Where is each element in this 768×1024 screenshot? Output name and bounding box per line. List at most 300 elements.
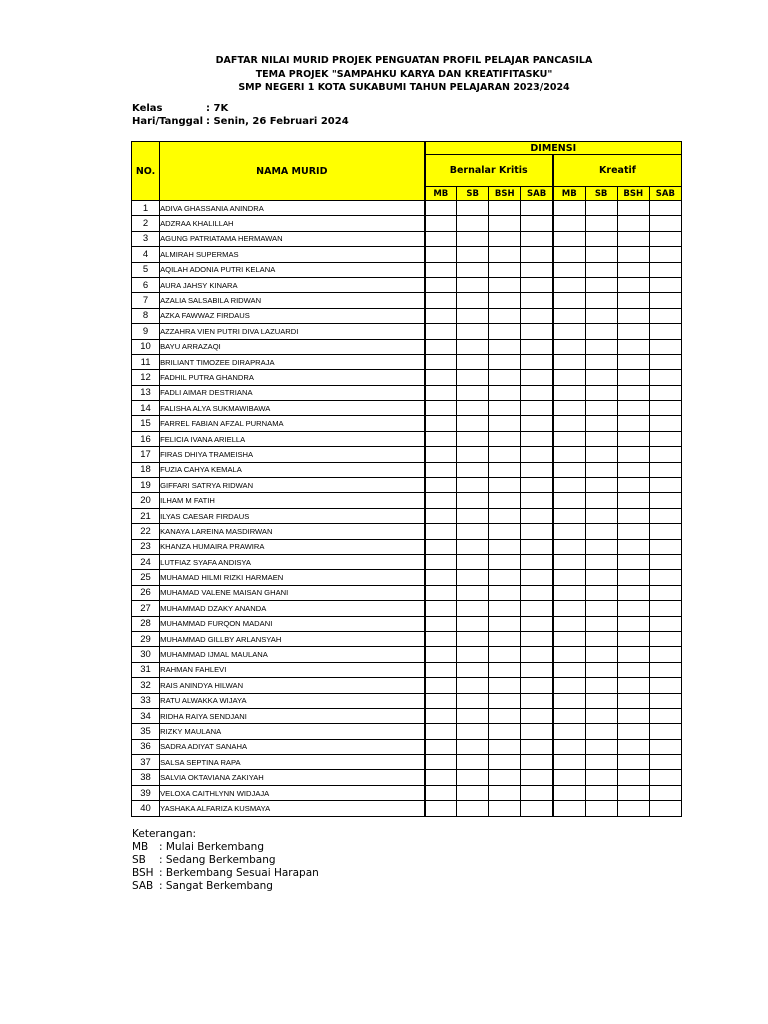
grade-cell[interactable] xyxy=(425,631,457,646)
grade-cell[interactable] xyxy=(649,308,681,323)
grade-cell[interactable] xyxy=(521,431,553,446)
grade-cell[interactable] xyxy=(585,416,617,431)
grade-cell[interactable] xyxy=(425,247,457,262)
grade-cell[interactable] xyxy=(617,247,649,262)
grade-cell[interactable] xyxy=(553,293,585,308)
grade-cell[interactable] xyxy=(553,447,585,462)
grade-cell[interactable] xyxy=(489,524,521,539)
grade-cell[interactable] xyxy=(585,262,617,277)
grade-cell[interactable] xyxy=(489,693,521,708)
grade-cell[interactable] xyxy=(585,693,617,708)
grade-cell[interactable] xyxy=(457,524,489,539)
grade-cell[interactable] xyxy=(489,385,521,400)
grade-cell[interactable] xyxy=(521,462,553,477)
grade-cell[interactable] xyxy=(457,293,489,308)
grade-cell[interactable] xyxy=(489,662,521,677)
grade-cell[interactable] xyxy=(521,585,553,600)
grade-cell[interactable] xyxy=(489,247,521,262)
grade-cell[interactable] xyxy=(521,539,553,554)
grade-cell[interactable] xyxy=(553,462,585,477)
grade-cell[interactable] xyxy=(425,370,457,385)
grade-cell[interactable] xyxy=(649,678,681,693)
grade-cell[interactable] xyxy=(489,755,521,770)
grade-cell[interactable] xyxy=(425,739,457,754)
grade-cell[interactable] xyxy=(585,739,617,754)
grade-cell[interactable] xyxy=(553,570,585,585)
grade-cell[interactable] xyxy=(553,678,585,693)
grade-cell[interactable] xyxy=(457,755,489,770)
grade-cell[interactable] xyxy=(649,585,681,600)
grade-cell[interactable] xyxy=(457,478,489,493)
grade-cell[interactable] xyxy=(425,647,457,662)
grade-cell[interactable] xyxy=(553,601,585,616)
grade-cell[interactable] xyxy=(617,478,649,493)
grade-cell[interactable] xyxy=(425,416,457,431)
grade-cell[interactable] xyxy=(585,755,617,770)
grade-cell[interactable] xyxy=(617,354,649,369)
grade-cell[interactable] xyxy=(617,570,649,585)
grade-cell[interactable] xyxy=(617,231,649,246)
grade-cell[interactable] xyxy=(617,293,649,308)
grade-cell[interactable] xyxy=(425,293,457,308)
grade-cell[interactable] xyxy=(521,739,553,754)
grade-cell[interactable] xyxy=(521,662,553,677)
grade-cell[interactable] xyxy=(489,447,521,462)
grade-cell[interactable] xyxy=(649,785,681,800)
grade-cell[interactable] xyxy=(521,647,553,662)
grade-cell[interactable] xyxy=(585,647,617,662)
grade-cell[interactable] xyxy=(617,401,649,416)
grade-cell[interactable] xyxy=(457,570,489,585)
grade-cell[interactable] xyxy=(649,524,681,539)
grade-cell[interactable] xyxy=(585,585,617,600)
grade-cell[interactable] xyxy=(425,539,457,554)
grade-cell[interactable] xyxy=(617,493,649,508)
grade-cell[interactable] xyxy=(489,616,521,631)
grade-cell[interactable] xyxy=(585,631,617,646)
grade-cell[interactable] xyxy=(617,524,649,539)
grade-cell[interactable] xyxy=(489,462,521,477)
grade-cell[interactable] xyxy=(617,693,649,708)
grade-cell[interactable] xyxy=(521,293,553,308)
grade-cell[interactable] xyxy=(425,447,457,462)
grade-cell[interactable] xyxy=(489,678,521,693)
grade-cell[interactable] xyxy=(457,601,489,616)
grade-cell[interactable] xyxy=(649,201,681,216)
grade-cell[interactable] xyxy=(649,662,681,677)
grade-cell[interactable] xyxy=(457,616,489,631)
grade-cell[interactable] xyxy=(521,493,553,508)
grade-cell[interactable] xyxy=(457,431,489,446)
grade-cell[interactable] xyxy=(649,401,681,416)
grade-cell[interactable] xyxy=(649,539,681,554)
grade-cell[interactable] xyxy=(649,324,681,339)
grade-cell[interactable] xyxy=(617,801,649,816)
grade-cell[interactable] xyxy=(521,616,553,631)
grade-cell[interactable] xyxy=(617,277,649,292)
grade-cell[interactable] xyxy=(457,216,489,231)
grade-cell[interactable] xyxy=(457,770,489,785)
grade-cell[interactable] xyxy=(617,539,649,554)
grade-cell[interactable] xyxy=(553,339,585,354)
grade-cell[interactable] xyxy=(489,308,521,323)
grade-cell[interactable] xyxy=(521,416,553,431)
grade-cell[interactable] xyxy=(489,739,521,754)
grade-cell[interactable] xyxy=(649,447,681,462)
grade-cell[interactable] xyxy=(457,493,489,508)
grade-cell[interactable] xyxy=(521,678,553,693)
grade-cell[interactable] xyxy=(553,385,585,400)
grade-cell[interactable] xyxy=(489,324,521,339)
grade-cell[interactable] xyxy=(585,247,617,262)
grade-cell[interactable] xyxy=(425,308,457,323)
grade-cell[interactable] xyxy=(585,308,617,323)
grade-cell[interactable] xyxy=(425,262,457,277)
grade-cell[interactable] xyxy=(521,385,553,400)
grade-cell[interactable] xyxy=(457,739,489,754)
grade-cell[interactable] xyxy=(521,693,553,708)
grade-cell[interactable] xyxy=(649,370,681,385)
grade-cell[interactable] xyxy=(585,539,617,554)
grade-cell[interactable] xyxy=(553,539,585,554)
grade-cell[interactable] xyxy=(425,339,457,354)
grade-cell[interactable] xyxy=(489,201,521,216)
grade-cell[interactable] xyxy=(457,247,489,262)
grade-cell[interactable] xyxy=(617,585,649,600)
grade-cell[interactable] xyxy=(521,216,553,231)
grade-cell[interactable] xyxy=(457,801,489,816)
grade-cell[interactable] xyxy=(553,616,585,631)
grade-cell[interactable] xyxy=(489,493,521,508)
grade-cell[interactable] xyxy=(521,401,553,416)
grade-cell[interactable] xyxy=(585,462,617,477)
grade-cell[interactable] xyxy=(553,801,585,816)
grade-cell[interactable] xyxy=(553,647,585,662)
grade-cell[interactable] xyxy=(649,601,681,616)
grade-cell[interactable] xyxy=(585,231,617,246)
grade-cell[interactable] xyxy=(489,570,521,585)
grade-cell[interactable] xyxy=(425,385,457,400)
grade-cell[interactable] xyxy=(617,739,649,754)
grade-cell[interactable] xyxy=(521,370,553,385)
grade-cell[interactable] xyxy=(649,262,681,277)
grade-cell[interactable] xyxy=(585,785,617,800)
grade-cell[interactable] xyxy=(521,755,553,770)
grade-cell[interactable] xyxy=(521,724,553,739)
grade-cell[interactable] xyxy=(617,385,649,400)
grade-cell[interactable] xyxy=(553,755,585,770)
grade-cell[interactable] xyxy=(649,616,681,631)
grade-cell[interactable] xyxy=(457,708,489,723)
grade-cell[interactable] xyxy=(425,601,457,616)
grade-cell[interactable] xyxy=(617,216,649,231)
grade-cell[interactable] xyxy=(489,554,521,569)
grade-cell[interactable] xyxy=(425,493,457,508)
grade-cell[interactable] xyxy=(521,770,553,785)
grade-cell[interactable] xyxy=(585,570,617,585)
grade-cell[interactable] xyxy=(617,755,649,770)
grade-cell[interactable] xyxy=(553,493,585,508)
grade-cell[interactable] xyxy=(649,354,681,369)
grade-cell[interactable] xyxy=(553,739,585,754)
grade-cell[interactable] xyxy=(425,277,457,292)
grade-cell[interactable] xyxy=(425,216,457,231)
grade-cell[interactable] xyxy=(521,785,553,800)
grade-cell[interactable] xyxy=(585,554,617,569)
grade-cell[interactable] xyxy=(521,324,553,339)
grade-cell[interactable] xyxy=(617,724,649,739)
grade-cell[interactable] xyxy=(457,462,489,477)
grade-cell[interactable] xyxy=(553,478,585,493)
grade-cell[interactable] xyxy=(585,708,617,723)
grade-cell[interactable] xyxy=(649,431,681,446)
grade-cell[interactable] xyxy=(457,447,489,462)
grade-cell[interactable] xyxy=(585,339,617,354)
grade-cell[interactable] xyxy=(489,631,521,646)
grade-cell[interactable] xyxy=(585,431,617,446)
grade-cell[interactable] xyxy=(425,755,457,770)
grade-cell[interactable] xyxy=(649,770,681,785)
grade-cell[interactable] xyxy=(649,554,681,569)
grade-cell[interactable] xyxy=(425,554,457,569)
grade-cell[interactable] xyxy=(521,708,553,723)
grade-cell[interactable] xyxy=(457,231,489,246)
grade-cell[interactable] xyxy=(521,631,553,646)
grade-cell[interactable] xyxy=(649,493,681,508)
grade-cell[interactable] xyxy=(489,770,521,785)
grade-cell[interactable] xyxy=(457,416,489,431)
grade-cell[interactable] xyxy=(585,478,617,493)
grade-cell[interactable] xyxy=(649,247,681,262)
grade-cell[interactable] xyxy=(649,739,681,754)
grade-cell[interactable] xyxy=(617,601,649,616)
grade-cell[interactable] xyxy=(489,601,521,616)
grade-cell[interactable] xyxy=(425,693,457,708)
grade-cell[interactable] xyxy=(585,493,617,508)
grade-cell[interactable] xyxy=(425,801,457,816)
grade-cell[interactable] xyxy=(521,247,553,262)
grade-cell[interactable] xyxy=(617,647,649,662)
grade-cell[interactable] xyxy=(553,416,585,431)
grade-cell[interactable] xyxy=(521,554,553,569)
grade-cell[interactable] xyxy=(457,508,489,523)
grade-cell[interactable] xyxy=(585,724,617,739)
grade-cell[interactable] xyxy=(617,770,649,785)
grade-cell[interactable] xyxy=(585,447,617,462)
grade-cell[interactable] xyxy=(617,616,649,631)
grade-cell[interactable] xyxy=(489,370,521,385)
grade-cell[interactable] xyxy=(425,662,457,677)
grade-cell[interactable] xyxy=(585,678,617,693)
grade-cell[interactable] xyxy=(457,308,489,323)
grade-cell[interactable] xyxy=(649,293,681,308)
grade-cell[interactable] xyxy=(489,431,521,446)
grade-cell[interactable] xyxy=(649,724,681,739)
grade-cell[interactable] xyxy=(489,647,521,662)
grade-cell[interactable] xyxy=(521,354,553,369)
grade-cell[interactable] xyxy=(489,416,521,431)
grade-cell[interactable] xyxy=(649,277,681,292)
grade-cell[interactable] xyxy=(649,647,681,662)
grade-cell[interactable] xyxy=(585,662,617,677)
grade-cell[interactable] xyxy=(521,524,553,539)
grade-cell[interactable] xyxy=(649,339,681,354)
grade-cell[interactable] xyxy=(585,770,617,785)
grade-cell[interactable] xyxy=(457,662,489,677)
grade-cell[interactable] xyxy=(457,385,489,400)
grade-cell[interactable] xyxy=(425,708,457,723)
grade-cell[interactable] xyxy=(649,462,681,477)
grade-cell[interactable] xyxy=(425,354,457,369)
grade-cell[interactable] xyxy=(425,508,457,523)
grade-cell[interactable] xyxy=(553,662,585,677)
grade-cell[interactable] xyxy=(425,585,457,600)
grade-cell[interactable] xyxy=(425,770,457,785)
grade-cell[interactable] xyxy=(553,247,585,262)
grade-cell[interactable] xyxy=(649,216,681,231)
grade-cell[interactable] xyxy=(521,601,553,616)
grade-cell[interactable] xyxy=(521,570,553,585)
grade-cell[interactable] xyxy=(553,231,585,246)
grade-cell[interactable] xyxy=(585,370,617,385)
grade-cell[interactable] xyxy=(649,755,681,770)
grade-cell[interactable] xyxy=(617,508,649,523)
grade-cell[interactable] xyxy=(617,201,649,216)
grade-cell[interactable] xyxy=(425,724,457,739)
grade-cell[interactable] xyxy=(489,401,521,416)
grade-cell[interactable] xyxy=(489,293,521,308)
grade-cell[interactable] xyxy=(457,354,489,369)
grade-cell[interactable] xyxy=(617,631,649,646)
grade-cell[interactable] xyxy=(521,339,553,354)
grade-cell[interactable] xyxy=(425,616,457,631)
grade-cell[interactable] xyxy=(425,401,457,416)
grade-cell[interactable] xyxy=(585,524,617,539)
grade-cell[interactable] xyxy=(489,508,521,523)
grade-cell[interactable] xyxy=(585,401,617,416)
grade-cell[interactable] xyxy=(521,231,553,246)
grade-cell[interactable] xyxy=(521,478,553,493)
grade-cell[interactable] xyxy=(617,462,649,477)
grade-cell[interactable] xyxy=(457,647,489,662)
grade-cell[interactable] xyxy=(553,370,585,385)
grade-cell[interactable] xyxy=(521,277,553,292)
grade-cell[interactable] xyxy=(553,401,585,416)
grade-cell[interactable] xyxy=(617,308,649,323)
grade-cell[interactable] xyxy=(553,216,585,231)
grade-cell[interactable] xyxy=(585,354,617,369)
grade-cell[interactable] xyxy=(425,201,457,216)
grade-cell[interactable] xyxy=(521,508,553,523)
grade-cell[interactable] xyxy=(617,678,649,693)
grade-cell[interactable] xyxy=(649,478,681,493)
grade-cell[interactable] xyxy=(457,785,489,800)
grade-cell[interactable] xyxy=(585,324,617,339)
grade-cell[interactable] xyxy=(457,339,489,354)
grade-cell[interactable] xyxy=(457,201,489,216)
grade-cell[interactable] xyxy=(617,708,649,723)
grade-cell[interactable] xyxy=(489,478,521,493)
grade-cell[interactable] xyxy=(617,416,649,431)
grade-cell[interactable] xyxy=(489,801,521,816)
grade-cell[interactable] xyxy=(489,216,521,231)
grade-cell[interactable] xyxy=(457,724,489,739)
grade-cell[interactable] xyxy=(425,524,457,539)
grade-cell[interactable] xyxy=(425,478,457,493)
grade-cell[interactable] xyxy=(425,324,457,339)
grade-cell[interactable] xyxy=(425,462,457,477)
grade-cell[interactable] xyxy=(617,662,649,677)
grade-cell[interactable] xyxy=(457,262,489,277)
grade-cell[interactable] xyxy=(585,385,617,400)
grade-cell[interactable] xyxy=(425,431,457,446)
grade-cell[interactable] xyxy=(617,324,649,339)
grade-cell[interactable] xyxy=(553,785,585,800)
grade-cell[interactable] xyxy=(585,616,617,631)
grade-cell[interactable] xyxy=(521,308,553,323)
grade-cell[interactable] xyxy=(553,201,585,216)
grade-cell[interactable] xyxy=(489,354,521,369)
grade-cell[interactable] xyxy=(457,324,489,339)
grade-cell[interactable] xyxy=(553,431,585,446)
grade-cell[interactable] xyxy=(425,785,457,800)
grade-cell[interactable] xyxy=(553,308,585,323)
grade-cell[interactable] xyxy=(457,678,489,693)
grade-cell[interactable] xyxy=(489,231,521,246)
grade-cell[interactable] xyxy=(553,554,585,569)
grade-cell[interactable] xyxy=(489,785,521,800)
grade-cell[interactable] xyxy=(649,570,681,585)
grade-cell[interactable] xyxy=(553,277,585,292)
grade-cell[interactable] xyxy=(585,801,617,816)
grade-cell[interactable] xyxy=(553,631,585,646)
grade-cell[interactable] xyxy=(617,431,649,446)
grade-cell[interactable] xyxy=(585,201,617,216)
grade-cell[interactable] xyxy=(617,370,649,385)
grade-cell[interactable] xyxy=(521,262,553,277)
grade-cell[interactable] xyxy=(457,693,489,708)
grade-cell[interactable] xyxy=(521,447,553,462)
grade-cell[interactable] xyxy=(617,554,649,569)
grade-cell[interactable] xyxy=(617,262,649,277)
grade-cell[interactable] xyxy=(553,708,585,723)
grade-cell[interactable] xyxy=(649,708,681,723)
grade-cell[interactable] xyxy=(553,524,585,539)
grade-cell[interactable] xyxy=(617,785,649,800)
grade-cell[interactable] xyxy=(457,631,489,646)
grade-cell[interactable] xyxy=(553,724,585,739)
grade-cell[interactable] xyxy=(553,262,585,277)
grade-cell[interactable] xyxy=(649,801,681,816)
grade-cell[interactable] xyxy=(489,277,521,292)
grade-cell[interactable] xyxy=(617,447,649,462)
grade-cell[interactable] xyxy=(649,631,681,646)
grade-cell[interactable] xyxy=(457,370,489,385)
grade-cell[interactable] xyxy=(585,601,617,616)
grade-cell[interactable] xyxy=(585,508,617,523)
grade-cell[interactable] xyxy=(553,508,585,523)
grade-cell[interactable] xyxy=(489,262,521,277)
grade-cell[interactable] xyxy=(489,585,521,600)
grade-cell[interactable] xyxy=(425,678,457,693)
grade-cell[interactable] xyxy=(649,231,681,246)
grade-cell[interactable] xyxy=(457,277,489,292)
grade-cell[interactable] xyxy=(649,385,681,400)
grade-cell[interactable] xyxy=(457,401,489,416)
grade-cell[interactable] xyxy=(457,554,489,569)
grade-cell[interactable] xyxy=(425,570,457,585)
grade-cell[interactable] xyxy=(489,708,521,723)
